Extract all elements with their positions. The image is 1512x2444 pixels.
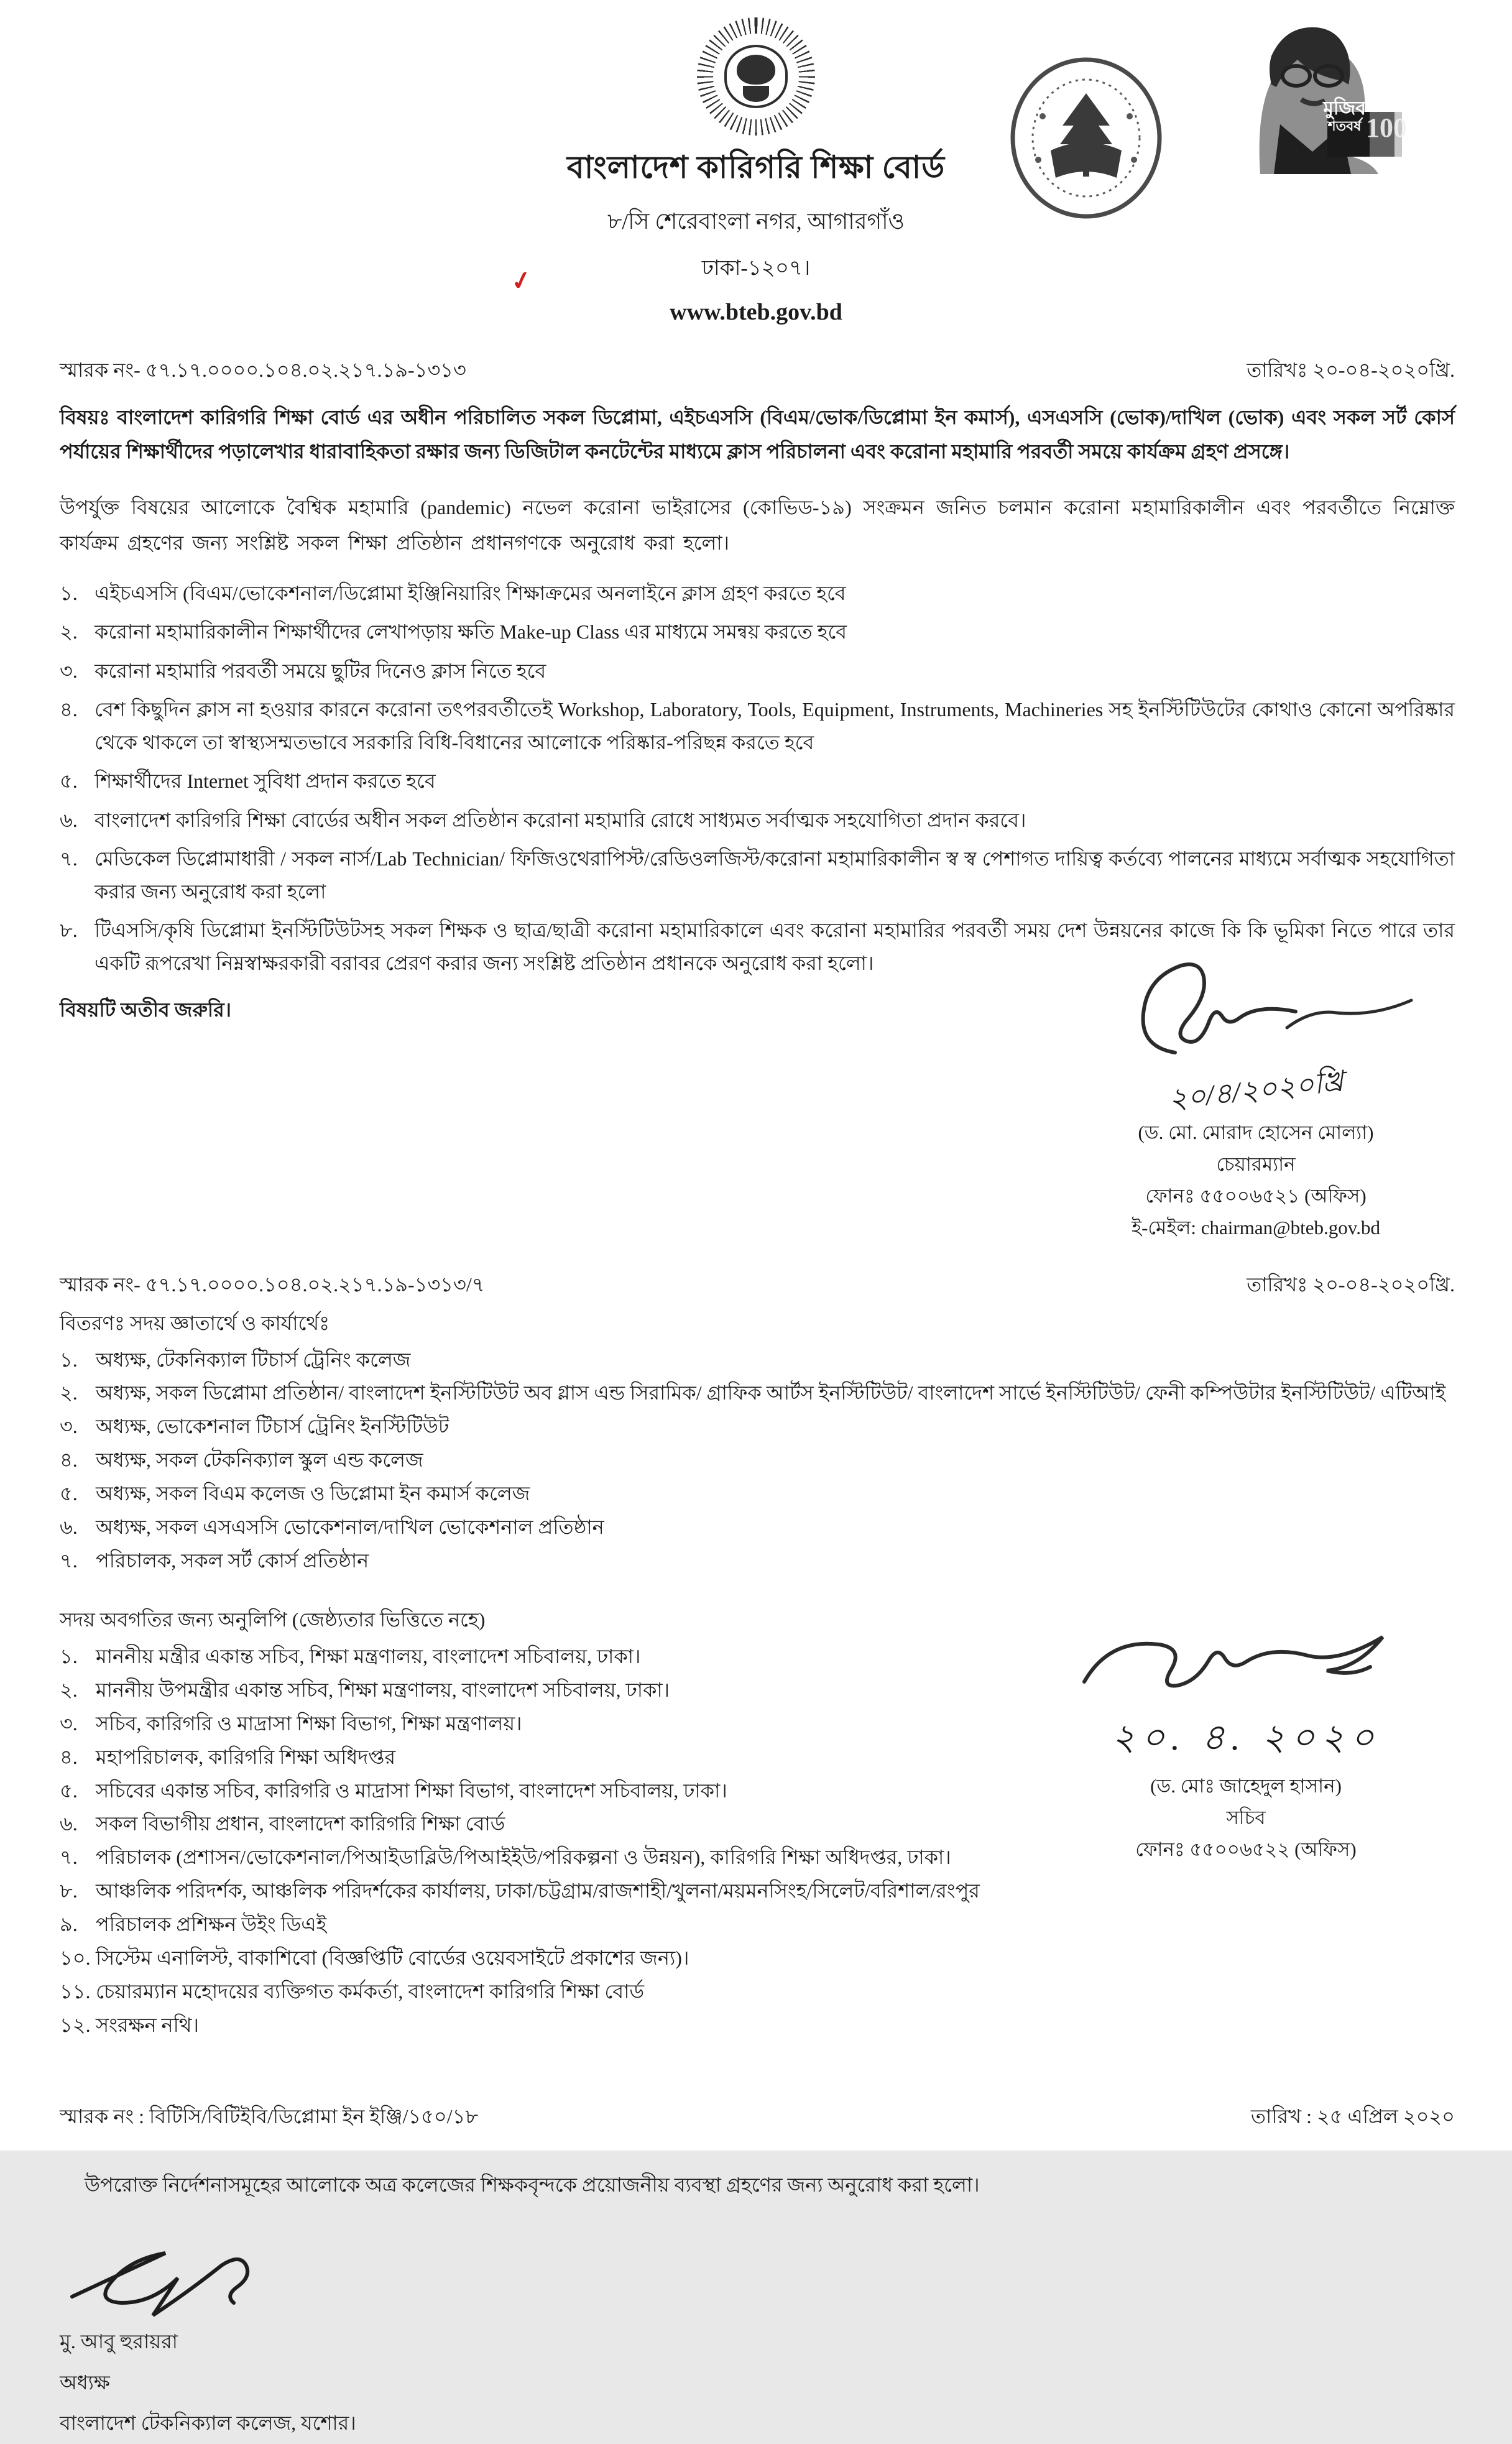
distribution-item (60, 1546, 1455, 1577)
distribution-text: অধ্যক্ষ, সকল ডিপ্লোমা প্রতিষ্ঠান/ বাংলাদেশ ইনস্টিটিউট অব গ্লাস এন্ড সিরামিক/ গ্রাফিক আর্টস ইনস্টিটিউট/ বাংলাদেশ সার্ভে ইনস্টিটিউট/ ফেনী কম্পিউটার ইনস্টিটিউট/ এটিআই (96, 1381, 1446, 1404)
memo2-number: স্মারক নং- ৫৭.১৭.০০০০.১০৪.০২.২১৭.১৯-১৩১৩/৭ (60, 1273, 485, 1296)
distribution-number: ৩. (60, 1415, 78, 1438)
mujib-logo-word1: মুজিব (1323, 98, 1366, 119)
memo1-date: তারিখঃ ২০-০৪-২০২০খ্রি. (1247, 359, 1455, 381)
copy-text: চেয়ারম্যান মহোদয়ের ব্যক্তিগত কর্মকর্তা, বাংলাদেশ কারিগরি শিক্ষা বোর্ড (96, 1980, 645, 2003)
copy-number: ৬. (60, 1812, 78, 1835)
memo3-date: তারিখ : ২৫ এপ্রিল ২০২০ (1251, 2105, 1455, 2128)
copy-text: সিস্টেম এনালিস্ট, বাকাশিবো (বিজ্ঞপ্তিটি বোর্ডের ওয়েবসাইটে প্রকাশের জন্য)। (96, 1947, 689, 1970)
copy-number: ১. (60, 1644, 78, 1667)
copy-number: ১২. (60, 2013, 91, 2036)
distribution-text: অধ্যক্ষ, সকল এসএসসি ভোকেশনাল/দাখিল ভোকেশনাল প্রতিষ্ঠান (96, 1516, 604, 1539)
directive-text: শিক্ষার্থীদের Internet সুবিধা প্রদান করতে হবে (94, 770, 436, 793)
copy-text: সংরক্ষন নথি। (96, 2013, 199, 2036)
copy-number: ৮. (60, 1879, 78, 1902)
intro-paragraph: উপর্যুক্ত বিষয়ের আলোকে বৈশ্বিক মহামারি (pandemic) নভেল করোনা ভাইরাসের (কোভিড-১৯) সংক্রমন জনিত চলমান করোনা মহামারিকালীন এবং পরবর্তীতে নিম্নোক্ত কার্যক্রম গ্রহণের জন্য সংশ্লিষ্ট সকল শিক্ষা প্রতিষ্ঠান প্রধানগণকে অনুরোধ করা হলো। (60, 496, 1455, 555)
directive-item (60, 577, 1455, 609)
principal-institution: বাংলাদেশ টেকনিক্যাল কলেজ, যশোর। (60, 2412, 356, 2435)
chairman-signature (1082, 953, 1430, 1077)
copy-number: ২. (60, 1678, 78, 1701)
copy-text: মাননীয় উপমন্ত্রীর একান্ত সচিব, শিক্ষা মন্ত্রণালয়, বাংলাদেশ সচিবালয়, ঢাকা। (96, 1678, 670, 1701)
distribution-item (60, 1345, 1455, 1376)
distribution-text: পরিচালক, সকল সর্ট কোর্স প্রতিষ্ঠান (96, 1549, 369, 1572)
copy-number: ৪. (60, 1745, 78, 1768)
memo1-number: স্মারক নং- ৫৭.১৭.০০০০.১০৪.০২.২১৭.১৯-১৩১৩ (60, 359, 466, 381)
copy-number: ৩. (60, 1712, 78, 1735)
red-tick-mark: ✓ (508, 265, 535, 297)
distribution-text: অধ্যক্ষ, টেকনিক্যাল টিচার্স ট্রেনিং কলেজ (96, 1348, 411, 1371)
copy-item (60, 1976, 1455, 2008)
copy-item (60, 2010, 1455, 2041)
chairman-signed-date: ২০/৪/২০২০খ্রি (1166, 1065, 1345, 1115)
directive-number: ৭. (60, 847, 78, 870)
copy-text: পরিচালক প্রশিক্ষন উইং ডিএই (96, 1913, 327, 1936)
copy-text: সচিব, কারিগরি ও মাদ্রাসা শিক্ষা বিভাগ, শিক্ষা মন্ত্রণালয়। (96, 1712, 522, 1735)
chairman-signature-block (1057, 953, 1455, 1243)
directive-text: এইচএসসি (বিএম/ভোকেশনাল/ডিপ্লোমা ইঞ্জিনিয়ারিং শিক্ষাক্রমের অনলাইনে ক্লাস গ্রহণ করতে হবে (94, 581, 846, 604)
directive-item (60, 616, 1455, 648)
copy-text: সকল বিভাগীয় প্রধান, বাংলাদেশ কারিগরি শিক্ষা বোর্ড (96, 1812, 505, 1835)
distribution-list (60, 1345, 1455, 1577)
directive-text: টিএসসি/কৃষি ডিপ্লোমা ইনস্টিটিউটসহ সকল শিক্ষক ও ছাত্র/ছাত্রী করোনা মহামারিকালে এবং করোনা মহামারির পরবর্তী সময় দেশ উন্নয়নের কাজে কি কি ভূমিকা নিতে পারে তার একটি রূপরেখা নিম্নস্বাক্ষরকারী বরাবর প্রেরণ করার জন্য সংশ্লিষ্ট প্রতিষ্ঠান প্রধানকে অনুরোধ করা হলো। (94, 919, 1455, 974)
copy-heading: সদয় অবগতির জন্য অনুলিপি (জেষ্ঠ্যতার ভিত্তিতে নহে) (60, 1608, 486, 1631)
org-address-line2: ঢাকা-১২০৭। (701, 257, 811, 280)
copy-number: ১০. (60, 1947, 91, 1970)
mujib-logo-100: 100 (1366, 113, 1407, 143)
copy-number: ১১. (60, 1980, 91, 2003)
distribution-number: ৫. (60, 1482, 78, 1505)
chairman-designation: চেয়ারম্যান (1216, 1153, 1296, 1176)
bteb-seal-icon (697, 17, 815, 136)
directive-number: ৬. (60, 808, 78, 831)
directive-number: ৩. (60, 659, 78, 682)
board-round-emblem-icon (1008, 57, 1164, 222)
secretary-signed-date: ২০. ৪. ২০২০ (1112, 1717, 1380, 1758)
secretary-signature-block (1059, 1607, 1432, 1865)
directive-number: ১. (60, 581, 78, 604)
copy-number: ৫. (60, 1779, 78, 1802)
directive-number: ২. (60, 620, 78, 643)
principal-designation: অধ্যক্ষ (60, 2371, 110, 2394)
directive-text: বেশ কিছুদিন ক্লাস না হওয়ার কারনে করোনা তৎপরবর্তীতেই Workshop, Laboratory, Tools, Equipment, Instruments, Machineries সহ ইনস্টিটিউটের কোথাও কোনো অপরিষ্কার থেকে থাকলে তা স্বাস্থ্যসম্মতভাবে সরকারি বিধি-বিধানের আলোকে পরিষ্কার-পরিছন্ন করতে হবে (94, 698, 1455, 754)
distribution-number: ৬. (60, 1516, 78, 1539)
distribution-number: ৭. (60, 1549, 78, 1572)
directive-number: ৮. (60, 919, 78, 942)
copy-text: সচিবের একান্ত সচিব, কারিগরি ও মাদ্রাসা শিক্ষা বিভাগ, বাংলাদেশ সচিবালয়, ঢাকা। (96, 1779, 727, 1802)
copy-text: পরিচালক (প্রশাসন/ভোকেশনাল/পিআইডাব্লিউ/পিআইইউ/পরিকল্পনা ও উন্নয়ন), কারিগরি শিক্ষা অধিদপ্তর, ঢাকা। (96, 1846, 951, 1869)
memo3-body: উপরোক্ত নির্দেশনাসমূহের আলোকে অত্র কলেজের শিক্ষকবৃন্দকে প্রয়োজনীয় ব্যবস্থা গ্রহণের জন্য অনুরোধ করা হলো। (85, 2173, 980, 2196)
memo2-line (60, 1269, 1455, 1303)
distribution-number: ১. (60, 1348, 78, 1371)
directive-text: করোনা মহামারিকালীন শিক্ষার্থীদের লেখাপড়ায় ক্ষতি Make-up Class এর মাধ্যমে সমন্বয় করতে হবে (94, 620, 847, 643)
directive-text: বাংলাদেশ কারিগরি শিক্ষা বোর্ডের অধীন সকল প্রতিষ্ঠান করোনা মহামারি রোধে সাধ্যমত সর্বাত্মক সহযোগিতা প্রদান করবে। (94, 808, 1026, 831)
letter-body (0, 354, 1512, 2444)
distribution-item (60, 1378, 1455, 1409)
copy-text: মহাপরিচালক, কারিগরি শিক্ষা অধিদপ্তর (96, 1745, 396, 1768)
copy-text: আঞ্চলিক পরিদর্শক, আঞ্চলিক পরিদর্শকের কার্যালয়, ঢাকা/চট্টগ্রাম/রাজশাহী/খুলনা/ময়মনসিংহ/সিলেট/বরিশাল/রংপুর (96, 1879, 980, 1902)
org-name: বাংলাদেশ কারিগরি শিক্ষা বোর্ড (566, 150, 946, 185)
principal-signature (60, 2228, 284, 2322)
directive-number: ৫. (60, 770, 78, 793)
distribution-item (60, 1478, 1455, 1510)
distribution-heading: বিতরণঃ সদয় জ্ঞাতার্থে ও কার্যার্থেঃ (60, 1311, 330, 1334)
directive-number: ৪. (60, 698, 78, 721)
org-address-line1: ৮/সি শেরেবাংলা নগর, আগারগাঁও (607, 209, 905, 234)
directive-item (60, 693, 1455, 759)
distribution-item (60, 1411, 1455, 1442)
distribution-number: ২. (60, 1381, 78, 1404)
subject-line: বিষয়ঃ বাংলাদেশ কারিগরি শিক্ষা বোর্ড এর অধীন পরিচালিত সকল ডিপ্লোমা, এইচএসসি (বিএম/ভোক/ডিপ্লোমা ইন কমার্স), এসএসসি (ভোক)/দাখিল (ভোক) এবং সকল সর্ট কোর্স পর্যায়ের শিক্ষার্থীদের পড়ালেখার ধারাবাহিকতা রক্ষার জন্য ডিজিটাল কনটেন্টের মাধ্যমে ক্লাস পরিচালনা এবং করোনা মহামারি পরবর্তী সময়ে কার্যক্রম গ্রহণ প্রসঙ্গে। (60, 406, 1455, 463)
secretary-designation: সচিব (1226, 1806, 1266, 1828)
chairman-name: (ড. মো. মোরাদ হোসেন মোল্যা) (1138, 1122, 1374, 1144)
distribution-text: অধ্যক্ষ, ভোকেশনাল টিচার্স ট্রেনিং ইনস্টিটিউট (96, 1415, 449, 1438)
secretary-name: (ড. মোঃ জাহেদুল হাসান) (1150, 1774, 1342, 1797)
copy-text: মাননীয় মন্ত্রীর একান্ত সচিব, শিক্ষা মন্ত্রণালয়, বাংলাদেশ সচিবালয়, ঢাকা। (96, 1644, 641, 1667)
copy-number: ৯. (60, 1913, 78, 1936)
chairman-phone: ফোনঃ ৫৫০০৬৫২১ (অফিস) (1145, 1185, 1367, 1207)
directive-item (60, 842, 1455, 908)
mujib-100-logo (1223, 19, 1409, 174)
directive-item (60, 655, 1455, 687)
directive-item (60, 804, 1455, 836)
memo3-number: স্মারক নং : বিটিসি/বিটিইবি/ডিপ্লোমা ইন ইঞ্জি/১৫০/১৮ (60, 2105, 479, 2128)
secretary-phone: ফোনঃ ৫৫০০৬৫২২ (অফিস) (1135, 1838, 1357, 1860)
memo2-date: তারিখঃ ২০-০৪-২০২০খ্রি. (1247, 1273, 1455, 1296)
urgency-note: বিষয়টি অতীব জরুরি। (60, 998, 232, 1021)
copy-item (60, 1909, 1455, 1940)
distribution-text: অধ্যক্ষ, সকল বিএম কলেজ ও ডিপ্লোমা ইন কমার্স কলেজ (96, 1482, 530, 1505)
memo1-line (60, 354, 1455, 388)
memo3-line (60, 2101, 1455, 2134)
distribution-number: ৪. (60, 1449, 78, 1472)
distribution-item (60, 1512, 1455, 1543)
org-website: www.bteb.gov.bd (670, 299, 842, 325)
chairman-email: ই-মেইল: chairman@bteb.gov.bd (1131, 1217, 1381, 1239)
copy-number: ৭. (60, 1846, 78, 1869)
distribution-text: অধ্যক্ষ, সকল টেকনিক্যাল স্কুল এন্ড কলেজ (96, 1449, 423, 1472)
directive-item (60, 765, 1455, 797)
copy-item (60, 1943, 1455, 1974)
directive-list (60, 577, 1455, 979)
directive-text: মেডিকেল ডিপ্লোমাধারী / সকল নার্স/Lab Technician/ ফিজিওথেরাপিস্ট/রেডিওলজিস্ট/করোনা মহামারিকালীন স্ব স্ব পেশাগত দায়িত্ব কর্তব্যে পালনের মাধ্যমে সর্বাত্মক সহযোগিতা করার জন্য অনুরোধ করা হলো (94, 847, 1455, 903)
principal-signature-block (60, 2228, 495, 2444)
principal-name: মু. আবু হুরায়রা (60, 2330, 178, 2353)
directive-text: করোনা মহামারি পরবর্তী সময়ে ছুটির দিনেও ক্লাস নিতে হবে (94, 659, 546, 682)
copy-item (60, 1876, 1455, 1907)
mujib-logo-word2: শতবর্ষ (1327, 118, 1362, 134)
distribution-item (60, 1445, 1455, 1476)
